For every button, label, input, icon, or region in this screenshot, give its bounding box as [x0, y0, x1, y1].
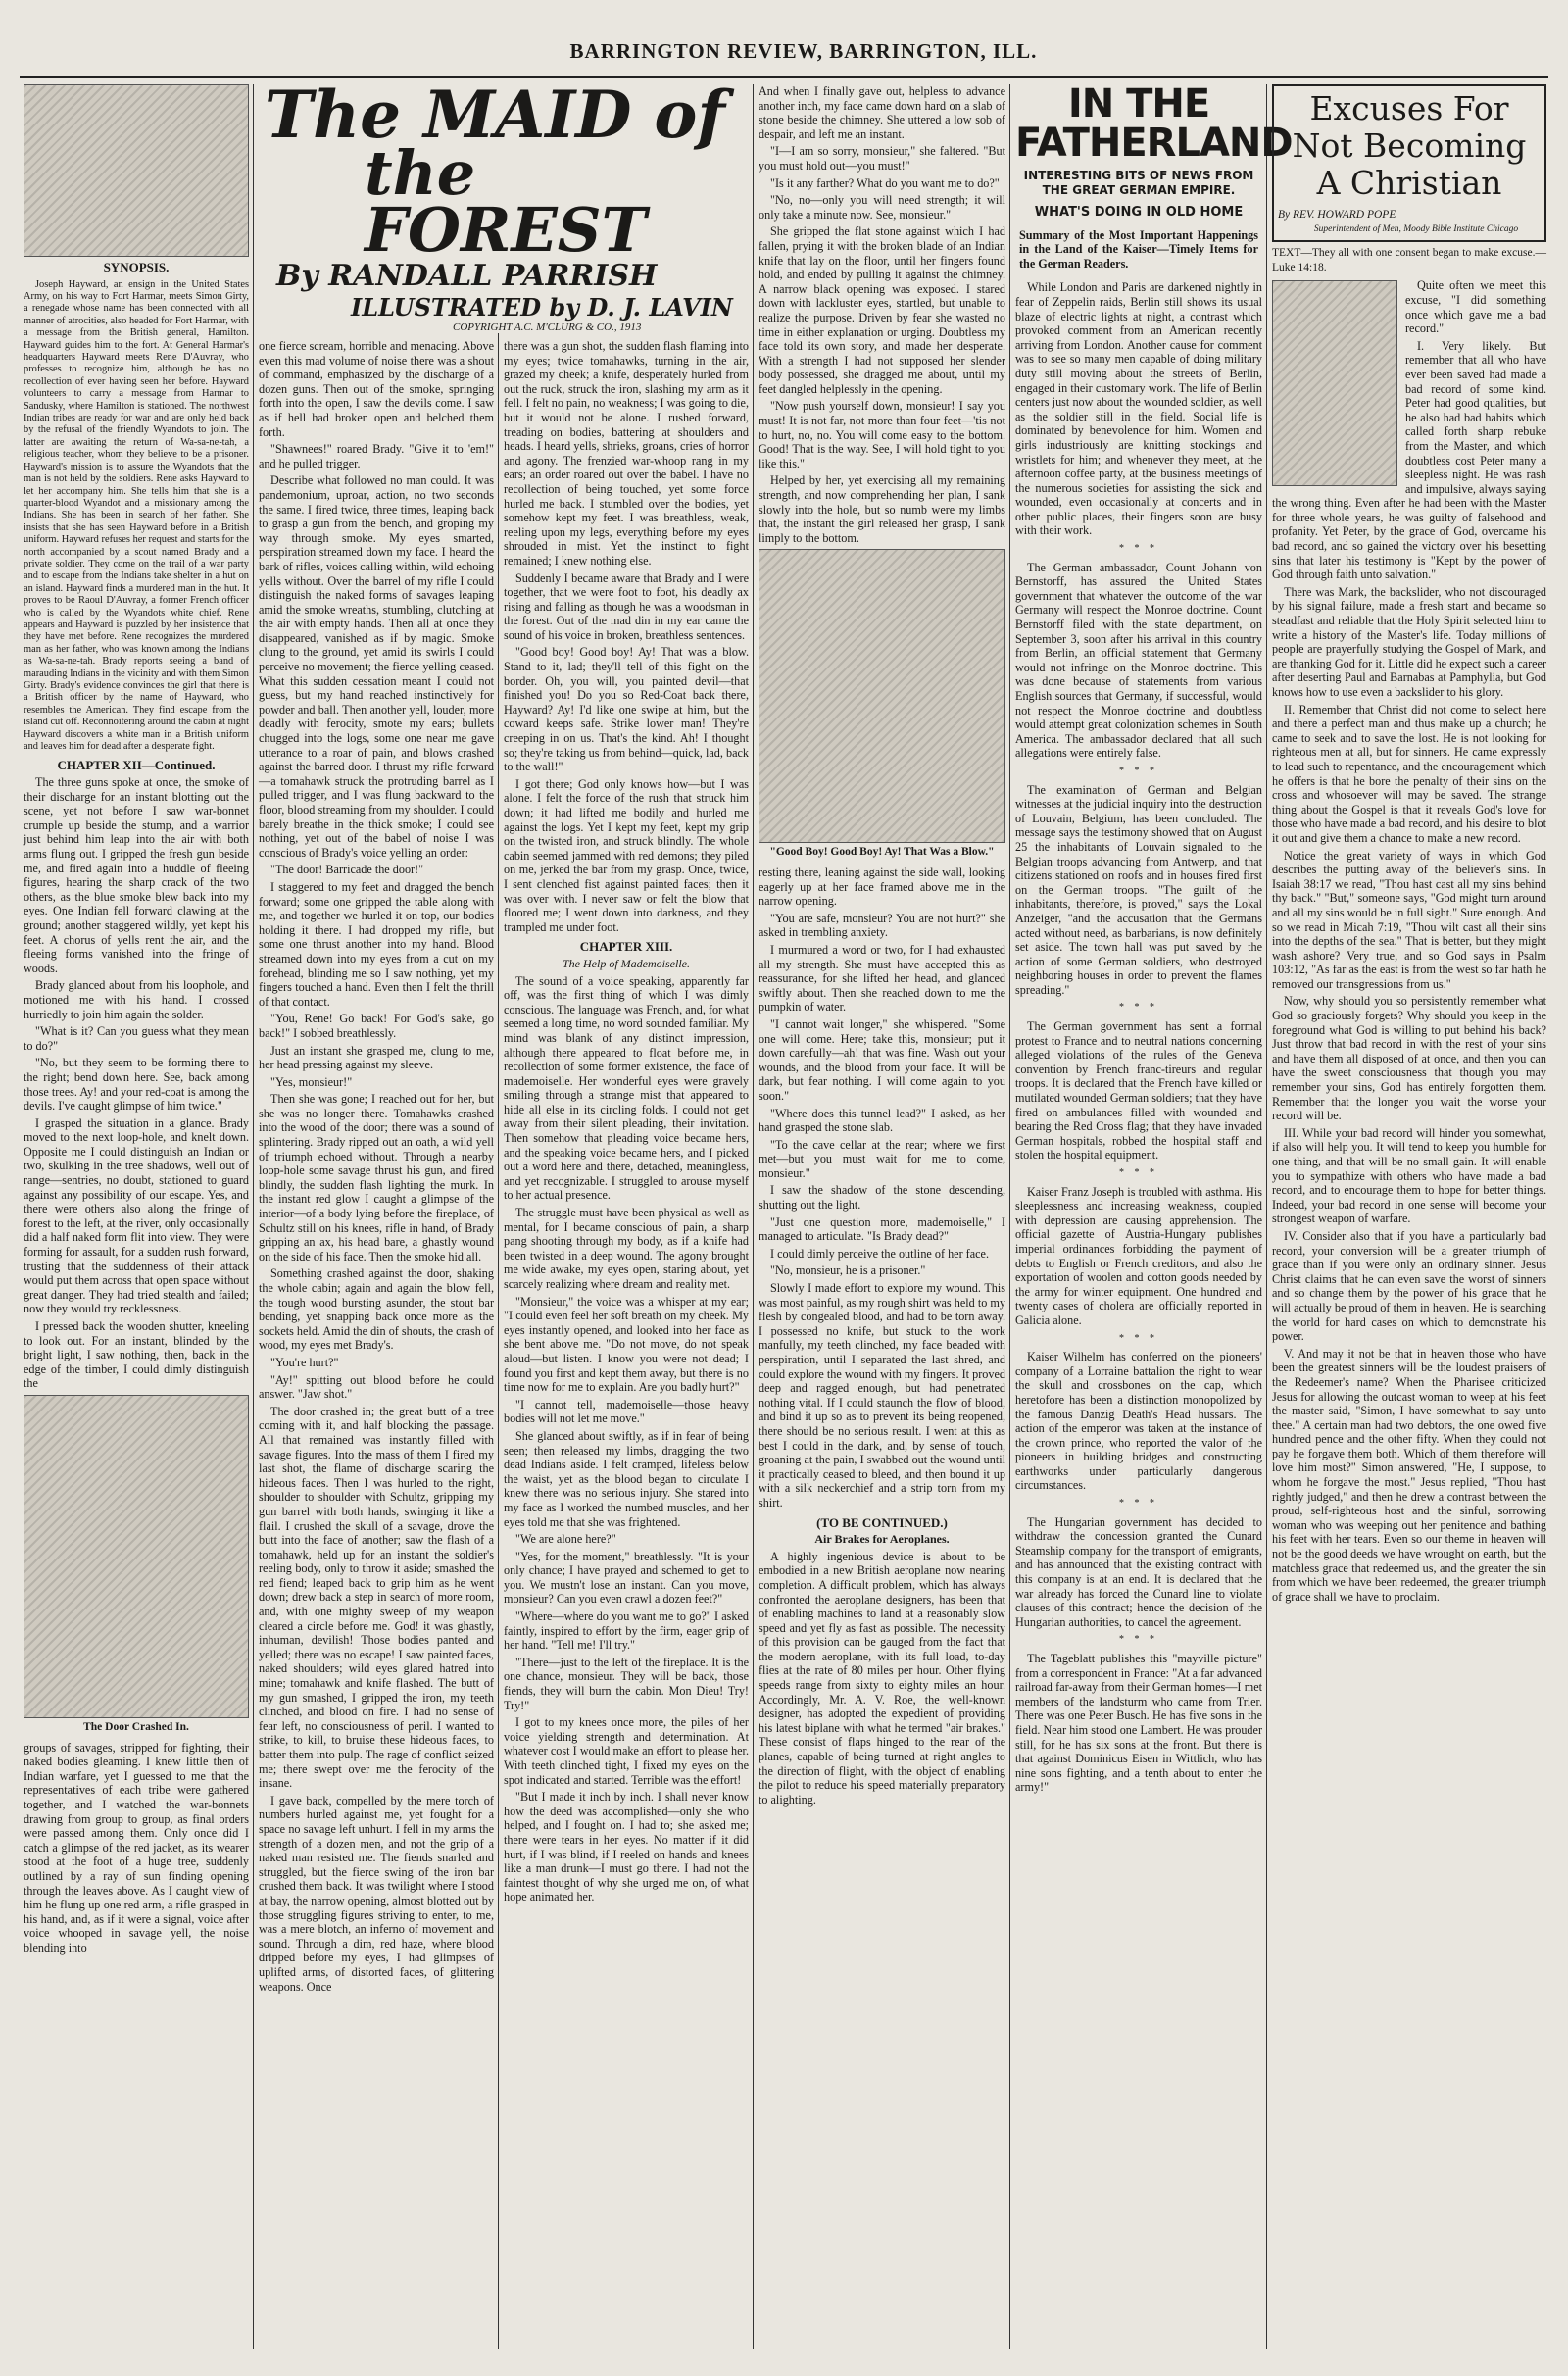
airbrakes-heading: Air Brakes for Aeroplanes. [814, 1532, 950, 1547]
story-column-2 [259, 339, 494, 2349]
story-column-4 [759, 84, 1005, 2349]
story-paragraph: "Ay!" spitting out blood before he could answer. "Jaw shot." [259, 1372, 494, 1402]
excuses-title: Excuses For Not Becoming A Christian [1292, 89, 1527, 202]
news-item: Kaiser Wilhelm has conferred on the pioneers' company of a Lorraine battalion the right to wear the skull and crossbones on the cap, which heretofore has been a distinction monopolized by the famous Danzig Death's Head hussars. The action of the emperor was taken at the instance of the crown prince, who reported the valor of the pioneers in building bridges and constructing earthworks under particularly dangerous circumstances. [1015, 1350, 1262, 1493]
column-divider [753, 84, 754, 2349]
door-crashed-illustration [24, 1395, 249, 1718]
maid-portrait-illustration [24, 84, 249, 257]
story-title-line2: the FOREST [365, 137, 647, 266]
excuses-header-box [1272, 84, 1546, 242]
sermon-paragraph: V. And may it not be that in heaven those who have been the greatest sinners will be the loudest praisers of the Redeemer's name? When the Pharisee criticized Jesus for allowing the outcast woman to weep at his feet the master said, "Simon, I have somewhat to say unto thee." A certain man had two debtors, the one owed five hundred pence and the other fifty. When they could not pay he forgave them both. Which of them therefore will love him most?" Simon answered, "He, I suppose, to whom he forgave the most." Jesus replied, "Thou hast rightly judged," and then he drew a contrast between the proud, self-righteous host and the sinful, sorrowing woman who was weeping out her penitence and bathing his feet with her tears. Even so our theme in heaven will not be the good deeds we have wrought on earth, but the matchless grace that redeemed us, and the greater the sin from which we have been redeemed, the greater triumph of grace shall we have to proclaim. [1272, 1346, 1546, 1604]
illustration-caption: The Door Crashed In. [83, 1720, 189, 1733]
story-paragraph: "I—I am so sorry, monsieur," she faltered. "But you must hold out—you must!" [759, 144, 1005, 173]
news-item: The Tageblatt publishes this "mayville picture" from a correspondent in France: "At a far advanced railroad far-away from their German homes—I met members of the landsturm who came from Trier. There was one Peter Busch. He has five sons in the field. Near him stood one Lambert. He was prouder still, for he has six sons at the front. But there is that against Dominicus Eisen in Wittlich, who has nine sons fighting, and a tenth about to enter the army!" [1015, 1652, 1262, 1795]
sermon-paragraph: IV. Consider also that if you have a particularly bad record, your conversion will be a greater triumph of grace than if you were only an ordinary sinner. Jesus Christ claims that he can even save the worst of sinners and so change them by the power of his grace that he will actually be proud of them in heaven. He is searching the world for hard cases on which to demonstrate his power. [1272, 1228, 1546, 1344]
column-divider [498, 333, 499, 2349]
synopsis-text: Joseph Hayward, an ensign in the United States Army, on his way to Fort Harmar, meets Simon Girty, a renegade whose name has been connected with all manner of atrocities, also headed for Fort Harmar, with a message from the British general, Hamilton. Hayward guides him to the fort. At General Harmar's headquarters Hayward meets Rene D'Auvray, who professes to recognize him, although he has no recollection of ever having seen her before. Hayward volunteers to carry a message from Harmar to Sandusky, where Hamilton is stationed. The northwest Indian tribes are ready for war and are only held back by the refusal of the friendly Wyandots to join. The latter are awaiting the return of Wa-sa-ne-tah, a religious teacher, whom they believe to be a prisoner. Hayward's mission is to assure the Wyandots that the man is not held by the soldiers. Rene asks Hayward to let her accompany him. She tells him that she is a quarter-blood Wyandot and a missionary among the Indians. She has been in search of her father. She insists that she has seen Hayward before in a British uniform. Hayward refuses her request and starts for the north accompanied by a scout named Brady and a private soldier. They come on the trail of a war party and to escape from the Indians take shelter in a hut on an island. Hayward finds a murdered man in the hut. It proves to be Raoul D'Auvray, a former French officer who is called by the Wyandots white chief. Rene appears and Hayward is puzzled by her insistence that they have met before. Rene recognizes the murdered man as her father, who was known among the Indians as Wa-sa-ne-tah. Brady reports seeing a band of marauding Indians in the vicinity and with them Simon Girty. Brady's evidence convinces the girl that there is a British officer by the name of Hayward, who resembles the American. They find escape from the island cut off. Reconnoitering around the cabin at night Hayward discovers a white man in a British uniform and leaves him for dead after a desperate fight. [24, 278, 249, 753]
fatherland-subtitle: INTERESTING BITS OF NEWS FROM THE GREAT GERMAN EMPIRE. [1023, 169, 1254, 197]
story-paragraph: Describe what followed no man could. It was pandemonium, uproar, action, no two seconds the same. I fired twice, three times, leaping back to grasp a gun from the bench, and groping my way through smoke. My eyes smarted, perspiration streamed down my face. I heard the bark of rifles, voices calling within, wild echoing yells without. Over the barrel of my rifle I could distinguish the naked forms of savages leaping amid the smoke wreaths, stumbling, clutching at the air with empty hands. Then all at once they disappeared, vanished as if by magic. Smoke clung to the ground, yet amid its swirls I could perceive no movement; the fierce yelling ceased. What this sudden cessation meant I could not guess, but my hand reached instinctively for powder and ball. Then another yell, louder, more deadly with ferocity, smote my ears; bullets chugged into the logs, some one near me gave utterance to a roar of pain, and blows crashed against the barred door. I thrust my rifle forward—a tomahawk struck the protruding barrel as I pulled trigger, and I was flung backward to the floor, blood streaming from my shoulder. I could barely breathe in the thick smoke; I could see nothing, yet out of the babel of noise I was conscious of Brady's voice yelling an order: [259, 473, 494, 860]
story-paragraph: "Good boy! Good boy! Ay! That was a blow. Stand to it, lad; they'll tell of this fight on the border. Oh, you will, you painted devil—that finished you! Do you so Red-Coat back there, Hayward? Ay! I'd like one swipe at him, but the coward keeps safe. Strike lower man! They're creeping in on us. That's the kind. Ah! I thought so; they're taking us from behind—quick, lad, back to the wall!" [504, 645, 749, 774]
sermon-paragraph: There was Mark, the backslider, who not discouraged by his signal failure, made a fresh start and became so steadfast and reliable that the Holy Spirit selected him to write a history of the Master's life. Today millions of people are prayerfully studying the Gospel of Mark, and are thanking God for it. Little did he expect such a career after deserting Paul and Barnabas at Pamphylia, but God knows how to use even a backslider to his glory. [1272, 584, 1546, 699]
story-illustrator: ILLUSTRATED by D. J. LAVIN [351, 293, 733, 322]
news-item: The examination of German and Belgian witnesses at the judicial inquiry into the destruction of Louvain, Belgium, has been concluded. The message says the testimony showed that on August 25 the inhabitants of Louvain signaled to the Belgian troops advancing from Antwerp, and that citizens stationed on roofs and in houses fired first on the German troops. "The guilt of the inhabitants, therefore, is proved," says the Lokal Anzeiger, "and the accusation that the Germans acted without need, as barbarians, is now definitely set aside. The town hall was put saved by the action of some German soldiers, who destroyed neighboring houses in order to prevent the flames spreading." [1015, 782, 1262, 997]
story-paragraph: one fierce scream, horrible and menacing. Above even this mad volume of noise there was a shout of command, emphasized by the discharge of a dozen guns. Then out of the smoke, springing forth into the open, I saw the devils come. I saw as if hell had broken open and belched them forth. [259, 339, 494, 439]
fatherland-subheading: WHAT'S DOING IN OLD HOME [1034, 205, 1244, 220]
excuses-column [1272, 84, 1546, 2349]
story-paragraph: groups of savages, stripped for fighting, their naked bodies gleaming. I knew little then of Indian warfare, yet I guessed to me that the representatives of each tribe were gathered together, and I watched the war-bonnets drawing from group to group, as final orders were passed among them. Only once did I catch a glimpse of the red jacket, as its wearer stood at the foot of a huge tree, suddenly outlined by a ray of sun finding opening through the leaves above. As I caught view of him he flung up one red arm, a rifle grasped in his hand, and, as if it were a signal, voice after voice whooped in savage yell, the noise blending into [24, 1740, 249, 1955]
separator: * * * [1119, 1167, 1158, 1178]
story-paragraph: "Yes, for the moment," breathlessly. "It is your only chance; I have prayed and schemed to get to you. We mustn't lose an instant. Can you move, monsieur? Can you even crawl a dozen feet?" [504, 1549, 749, 1607]
sermon-paragraph: Notice the great variety of ways in which God describes the putting away of the believer's sins. In Isaiah 38:17 we read, "Thou hast cast all my sins behind thy back." "But," someone says, "God might turn around and all my sins would be in full sight." Sure enough. And so we read in Micah 7:19, "Thou wilt cast all their sins into the depths of the sea." That is better, but they might wash ashore? Very true, and so God says in Psalm 103:12, "As far as the east is from the west so far hath he removed our transgressions from us." [1272, 848, 1546, 991]
story-paragraph: Helped by her, yet exercising all my remaining strength, and now comprehending her plan, I sank slowly into the hole, but so numb were my limbs that, the instant the girl released her grasp, I sank limply to the bottom. [759, 473, 1005, 545]
story-paragraph: "Just one question more, mademoiselle," I managed to articulate. "Is Brady dead?" [759, 1214, 1005, 1244]
fight-illustration [759, 549, 1005, 843]
excuses-byline: By REV. HOWARD POPE [1278, 209, 1396, 221]
author-portrait [1272, 280, 1397, 486]
news-item: The German government has sent a formal protest to France and to neutral nations concerning alleged violations of the rules of the Geneva convention by French franc-tireurs and regular troops. It is declared that the French have killed or mutilated wounded German soldiers; that they have fired on ambulances filled with wounded and bearing the Red Cross flag; that they have invaded German hospitals, robbed the hospital staff and stolen the hospital equipment. [1015, 1019, 1262, 1163]
separator: * * * [1119, 1332, 1158, 1344]
story-paragraph: "The door! Barricade the door!" [270, 863, 424, 877]
story-paragraph: "We are alone here?" [515, 1532, 616, 1547]
story-paragraph: "I cannot wait longer," she whispered. "Some one will come. Here; take this, monsieur; put it down carefully—ah! that was fine. Wash out your wounds, and the blood from your face. It will be dark, but fear nothing. I will come again to you soon." [759, 1016, 1005, 1103]
story-column-1 [24, 84, 249, 2349]
synopsis-heading: SYNOPSIS. [103, 260, 170, 274]
news-item: While London and Paris are darkened nightly in fear of Zeppelin raids, Berlin still shows its usual blaze of electric lights at night, a contrast which provoked comment from an American recently arriving from London. Another cause for comment was to see so many men capable of doing military duty still moving about the streets of Berlin, engaged in their customary work. The life of Berlin centers just now about the wounded soldier, as well as the soldier still in the field. Social life is dominated by benevolence for him. Women and girls industriously are knitting stockings and wristlets for him; and whenever they meet, at the afternoon coffee party, at the business meetings of the numerous societies for assisting the sick and wounded, even occasionally at concerts and in other public places, their fingers soon are busy with their work. [1015, 280, 1262, 538]
story-paragraph: "I cannot tell, mademoiselle—those heavy bodies will not let me move." [504, 1397, 749, 1426]
story-paragraph: Something crashed against the door, shaking the whole cabin; again and again the blow fell, the tough wood bursting asunder, the stout bar bending, yet snapping back once more as the sockets held. Amid the din of shouts, the crash of wood, my eyes met Brady's. [259, 1266, 494, 1353]
story-paragraph: The three guns spoke at once, the smoke of their discharge for an instant blotting out the scene, yet not before I saw war-bonnet crumple up beside the stump, and a warrior just behind him leap into the air with both arms flung out. I gripped the fresh gun beside me, and fired again into a huddle of fleeing figures, hearing the sharp crack of the two others, as the blue smoke blew back into my eyes. One Indian fell forward clawing at the ground; another staggered wildly, yet kept his feet. A chorus of yells rent the air, and the fleeing forms vanished into the fringe of woods. [24, 775, 249, 975]
separator: * * * [1119, 1634, 1158, 1646]
masthead-rule [20, 76, 1548, 78]
story-paragraph: The struggle must have been physical as well as mental, for I became conscious of pain, a sharp pang shooting through my body, as if a knife had been twisted in a deep wound. The agony brought me wide awake, my eyes open, staring about, yet scarcely realizing where dream and reality met. [504, 1206, 749, 1291]
story-column-3 [504, 339, 749, 2349]
story-paragraph: Just an instant she grasped me, clung to me, her head pressing against my sleeve. [259, 1043, 494, 1072]
chapter-13-heading: CHAPTER XIII. [579, 939, 673, 955]
story-paragraph: "Monsieur," the voice was a whisper at my ear; "I could even feel her soft breath on my cheek. My eyes instantly opened, and looked into her face as she bent above me. "Do not move, do not speak aloud—but listen. I know you were not dead; I found you first and kept them away, but there is no time now for me to explain. Are you badly hurt?" [504, 1294, 749, 1395]
news-item: Kaiser Franz Joseph is troubled with asthma. His sleeplessness and increasing weakness, coupled with depression are causing apprehension. The official gazette of Austria-Hungary publishes imperial ordinances forbidding the payment of debts to English or French creditors, and also the exportation of woolen and cotton goods needed by the army for winter equipment. One hundred and twenty cases of cholera are officially reported in Galicia alone. [1015, 1184, 1262, 1327]
story-paragraph: "There—just to the left of the fireplace. It is the one chance, monsieur. They will be back, those fiends, they will burn the cabin. Mon Dieu! Try! Try!" [504, 1655, 749, 1712]
separator: * * * [1119, 1498, 1158, 1510]
story-paragraph: "No, monsieur, he is a prisoner." [770, 1263, 926, 1278]
chapter-continued-heading: CHAPTER XII—Continued. [57, 758, 216, 773]
sermon-paragraph: Now, why should you so persistently remember what God so graciously forgets? Why should you keep in the foreground what God is willing to put behind his back? Just throw that bad record in with the rest of your sins and have them all disposed of at once, and then you can have the sweet consciousness that though you may remember your sins, God has entirely forgotten them. Remember that the longer you wait the worse your record will be. [1272, 994, 1546, 1123]
story-paragraph: Brady glanced about from his loophole, and motioned me with his hand. I crossed hurriedly to join him again the solder. [24, 978, 249, 1021]
story-paragraph: "What is it? Can you guess what they mean to do?" [24, 1024, 249, 1053]
sermon-paragraph: I. Very likely. But remember that all who have ever been saved had made a bad record of some kind. Peter had good qualities, but he also had bad habits which called forth sharp rebuke from the Master, and which doubtless cost Peter many a sleepless night. He was rash and impulsive, always saying the wrong thing. Even after he had been with the Master for three whole years, he was guilty of falsehood and profanity. Yet Peter, by the grace of God, overcame his bad record, and so gained the victory over his besetting sins that later his testimony is "Kept by the power of God through faith unto salvation." [1272, 338, 1546, 582]
excuses-text-verse: TEXT—They all with one consent began to make excuse.—Luke 14:18. [1272, 247, 1546, 273]
story-paragraph: I gave back, compelled by the mere torch of numbers hurled against me, yet fought for a space no savage left unhurt. I fell in my arms the strength of a dozen men, and not the grip of a naked man resisted me. The fiends snarled and struggled, but the fierce swing of the iron bar crushed them back. It was twilight where I stood at bay, the narrow opening, almost blotted out by those struggling figures striving to enter, to me, was a mere blotch, an inferno of movement and sound. Through a dim, red haze, where blood dripped before my eyes, I had glimpses of uplifted arms, of distorted faces, of glittering weapons. Once [259, 1793, 494, 1994]
news-item: The German ambassador, Count Johann von Bernstorff, has assured the United States government that whatever the outcome of the war Germany will respect the Monroe doctrine. Count Bernstorff filed with the state department, on September 3, soon after his arrival in this country from Berlin, an official statement that Germany would not infringe on the Monroe doctrine. This was done because of statements from various English sources that Germany, if successful, would not respect the Monroe doctrine and doubtless would attempt great colonization schemes in South America. The ambassador declared that all such allegations were entirely false. [1015, 560, 1262, 761]
story-paragraph: "Now push yourself down, monsieur! I say you must! It is not far, not more than four feet—'tis not to hurt, no, no. You will come easy to the bottom. Good! That is the way. See, I will hold tight to you like this." [759, 399, 1005, 470]
story-paragraph: I pressed back the wooden shutter, kneeling to look out. For an instant, blinded by the bright light, I saw nothing, then, back in the edge of the timber, I could dimly distinguish the [24, 1319, 249, 1391]
chapter-13-subtitle: The Help of Mademoiselle. [563, 956, 690, 970]
story-paragraph: "To the cave cellar at the rear; where we first met—but you must wait for me to come, monsieur." [759, 1137, 1005, 1180]
fatherland-title: IN THE FATHERLAND [1015, 81, 1293, 166]
story-paragraph: I could dimly perceive the outline of her face. [770, 1246, 990, 1261]
separator: * * * [1119, 765, 1158, 776]
story-title-block [257, 76, 749, 333]
story-paragraph: She glanced about swiftly, as if in fear of being seen; then released my limbs, dragging the two dead Indians aside. I felt cramped, lifeless below the waist, yet as the blood began to circulate I knew there was no serious injury. She stared into my face as I worked the numbed muscles, and her eyes told me that she was frightened. [504, 1428, 749, 1529]
story-paragraph: I grasped the situation in a glance. Brady moved to the next loop-hole, and knelt down. Opposite me I could distinguish an Indian or two, skulking in the tree shadows, well out of range—sentries, no doubt, stationed to guard against any possibility of our escape. Yes, and there were others also along the fringe of forest to the left, at the river, only occasionally did a half naked form flit into view. They were forming for assault, for a sudden rush forward, trusting that the suddenness of their attack would put them across that open space without great danger. They had tried stealth and failed; now they would try recklessness. [24, 1115, 249, 1316]
excuses-affiliation: Superintendent of Men, Moody Bible Institute Chicago [1313, 223, 1519, 234]
to-be-continued: (TO BE CONTINUED.) [816, 1514, 948, 1530]
column-divider [1266, 84, 1267, 2349]
story-paragraph: "Where does this tunnel lead?" I asked, as her hand grasped the stone slab. [759, 1106, 1005, 1135]
story-paragraph: "Shawnees!" roared Brady. "Give it to 'em!" and he pulled trigger. [259, 442, 494, 470]
illustration-caption: "Good Boy! Good Boy! Ay! That Was a Blow." [769, 846, 995, 859]
story-paragraph: "You, Rene! Go back! For God's sake, go back!" I sobbed breathlessly. [259, 1012, 494, 1040]
sermon-paragraph: Quite often we meet this excuse, "I did something once which gave me a bad record." [1405, 278, 1546, 336]
story-paragraph: And when I finally gave out, helpless to advance another inch, my face came down hard on a slab of stone beside the chimney. She uttered a low sob of despair, and left me an instant. [759, 84, 1005, 141]
separator: * * * [1119, 1002, 1158, 1014]
fatherland-summary: Summary of the Most Important Happenings in the Land of the Kaiser—Timely Items for the German Readers. [1019, 227, 1258, 271]
story-paragraph: there was a gun shot, the sudden flash flaming into my eyes; twice tomahawks, turning in the air, grazed my cheek; a knife, desperately hurled from out the ruck, struck the iron, slashing my arm as it fell. I felt no pain, no weakness; I was going to die, but it would not be alone. I rushed forward, treading on bodies, battering at shoulders and heads. I heard yells, shrieks, groans, cries of horror and agony. The frenzied war-whoop rang in my ears; an order roared out over the babel. I have no recollection of being touched, yet some force hurled me back. I stumbled over the bodies, yet somehow kept my feet. I was breathless, weak, reeling upon my legs, everything before my eyes shrouded in mist. Yet the instinct to fight remained; I knew nothing else. [504, 339, 749, 568]
story-paragraph: resting there, leaning against the side wall, looking eagerly up at her face framed above me in the narrow opening. [759, 866, 1005, 909]
story-paragraph: Then she was gone; I reached out for her, but she was no longer there. Tomahawks crashed into the wood of the door; there was a sound of splintering. Brady ripped out an oath, a wild yell of triumph echoed without. Through a nearby loop-hole some savage thrust his gun, and fired blindly, the sudden flash lighting the murk. In the instant red glow I caught a glimpse of the interior—of a body lying before the fireplace, of Schultz still on his knees, rifle in hand, of Brady gripping an ax, his head bare, a ghastly wound on the side of his face. Then the smoke hid all. [259, 1092, 494, 1263]
story-paragraph: I got to my knees once more, the piles of her voice yielding strength and determination. At whatever cost I would make an effort to please her. With teeth clinched tight, I fixed my eyes on the spot indicated and started. Terrible was the effort! [504, 1715, 749, 1787]
story-paragraph: "Yes, monsieur!" [270, 1074, 353, 1089]
story-paragraph: "No, but they seem to be forming there to the right; bend down here. See, back among those trees. Ay! and your red-coat is among the devils. I've caught glimpse of him twice." [24, 1056, 249, 1114]
story-paragraph: I saw the shadow of the stone descending, shutting out the light. [759, 1183, 1005, 1213]
story-paragraph: "You're hurt?" [270, 1355, 339, 1369]
airbrakes-text: A highly ingenious device is about to be embodied in a new British aeroplane now nearing completion. A difficult problem, which has always confronted the aeroplane designers, has been that of enabling machines to land at a reasonably slow speed and yet fly as fast as possible. The necessity of this provision can be gauged from the fact that the modern aeroplane, with its full load, to-day flies at the rate of 80 miles per hour. Other flying speeds range from sixty to eighty miles an hour. Accordingly, Mr. A. V. Roe, the well-known designer, has adopted the expedient of providing his latest biplane with what he termed "air brakes." These consist of flaps hinged to the rear of the planes, capable of being turned at right angles to the direction of flight, with the object of enabling the pilot to reduce his speed materially preparatory to alighting. [759, 1549, 1005, 1807]
story-paragraph: I staggered to my feet and dragged the bench forward; some one gripped the table along with me, and together we hurled it on top, our bodies holding it there. I had dropped my rifle, but some one thrust another into my hand. Blood streamed down into my eyes from a cut on my forehead, blinding me so I saw nothing, yet my fingers touched a hand. Even then I felt the thrill of that contact. [259, 879, 494, 1009]
story-paragraph: The sound of a voice speaking, apparently far off, was the first thing of which I was dimly conscious. The language was French, and, for what seemed a long time, no word sounded familiar. My mind was blank of any distinct impression, although there appeared to float before me, in recollection of some former existence, the face of mademoiselle. Her wonderful eyes were gravely smiling through a strange mist that appeared to hide all else in its circling folds. I could not get away from their silent pleading, their invitation. Then somehow that pleading voice became hers, and the speaking voice became hers, and I picked out a word here and there, detached, meaningless, and yet recognizable. I struggled to arouse myself to her actual presence. [504, 973, 749, 1203]
story-paragraph: I got there; God only knows how—but I was alone. I felt the force of the rush that struck him down; it had lifted me bodily and hurled me against the logs. Yet I kept my feet, kept my grip on the twisted iron, and struck blindly. The whole cabin seemed jammed with red demons; they piled on me, jerked the bar from my grasp. Once, twice, I sent clenched fist against painted faces; then it was over with. I never saw or felt the blow that floored me; I went down into darkness, and they trampled me under foot. [504, 776, 749, 934]
story-paragraph: "But I made it inch by inch. I shall never know how the deed was accomplished—only she who helped, and I fought on. I had to; she asked me; there were tears in her eyes. No matter if it did hurt, if I was blind, if I reeled on hands and knees like a man drunk—I must go there. I had not the faintest thought of why she urged me on, of what hope animated her. [504, 1790, 749, 1905]
story-paragraph: Slowly I made effort to explore my wound. This was most painful, as my rough shirt was held to my flesh by congealed blood, and had to be torn away. I possessed no knife, but stuck to the work manfully, my teeth clinched, my face beaded with perspiration, until I separated the last shred, and could explore the wound with my fingers. It proved deep and ragged enough, but had penetrated nothing vital. If I could staunch the flow of blood, and bind it up so as to prevent its being reopened, there should be no serious result. I went at this as best I could in the dark, and, by sense of touch, groaning at the pain, I swabbed out the wound until it practically ceased to bleed, and then bound it up with a silk neckerchief and a strip torn from my shirt. [759, 1281, 1005, 1510]
fatherland-column [1015, 81, 1293, 2349]
story-paragraph: "Where—where do you want me to go?" I asked faintly, inspired to effort by the firm, eager grip of her hand. "Tell me! I'll try." [504, 1609, 749, 1653]
news-item: The Hungarian government has decided to withdraw the concession granted the Cunard Steamship company for the transport of emigrants, and has announced that the existing contract with this company is at an end. It is declared that the war already has forced the Cunard line to violate clauses of this contract; hence the decision of the Hungarian authorities, to cancel the agreement. [1015, 1514, 1262, 1629]
story-paragraph: "Is it any farther? What do you want me to do?" [770, 175, 1000, 190]
sermon-paragraph: III. While your bad record will hinder you somewhat, if also will help you. It will tend to keep you humble for one thing, and that will be no small gain. It will enable you to sympathize with others who have made a bad record, and to encourage them to hope for better things. Indeed, your bad record in one sense will become your strongest weapon of warfare. [1272, 1125, 1546, 1226]
story-paragraph: "No, no—only you will need strength; it will only take a minute now. See, monsieur." [759, 193, 1005, 222]
sermon-paragraph: II. Remember that Christ did not come to select here and there a perfect man and thus make up a church; he came to seek and to save the lost. He is not looking for righteous men at all, but for sinners. He came expressly to lead such to repentance, and the encouragement which he offers is that he bore the penalty of their sins on the cross and whosoever will may be saved. The strange thing about the Gospel is that it reveals God's love for those who have made a bad record, and his desire to blot it out and give them a chance to make a new record. [1272, 702, 1546, 845]
column-divider [1009, 84, 1010, 2349]
story-paragraph: She gripped the flat stone against which I had fallen, prying it with the broken blade of an Indian knife that lay on the floor, until her fingers found hold, and ended by pulling it against the chimney. A narrow black opening was exposed. I stared down with lackluster eyes, startled, but unable to realize the purpose. Driven by fear she wasted no time in either explanation or urging. Doubtless my face told its own story, and made her desperate. With a strength I had not supposed her slender body possessed, she dragged me about, until my feet dangled helplessly in the opening. [759, 224, 1005, 396]
masthead: BARRINGTON REVIEW, BARRINGTON, ILL. [569, 39, 1038, 63]
story-paragraph: The door crashed in; the great butt of a tree coming with it, and half blocking the passage. All that remained was instantly filled with savage figures. Into the mass of them I fired my last shot, the flame of discharge scaring the hideous faces. Then I was hurled to the right, shoulder to shoulder with Schultz, gripping my gun barrel with both hands, swinging it like a flail. I crushed the skull of a savage, drove the butt into the face of another; saw the flash of a tomahawk, held up for an instant the soldier's reeling body, only to throw it aside; smashed the red fiend; leaped back to grip him as he went down; drew back a step in search of more room, and, with one mighty sweep of my weapon cleared a circle before me. God! it was ghastly, inhuman, devilish! Those bodies panted and yelled; there was no escape! I saw painted faces, naked shoulders; wild eyes glared hatred into mine; tomahawk and knife flashed. The butt of my gun smashed, I gripped the iron, my teeth clinched, and blood on fire. I had no sense of fear left, no consciousness of peril. I wanted to strike, to kill, to bruise these hideous faces, to batter them into pulp. The rage of conflict seized me; there swept over me the ferocity of the insane. [259, 1404, 494, 1791]
story-title-line1: The MAID of [265, 76, 725, 153]
story-paragraph: Suddenly I became aware that Brady and I were together, that we were foot to foot, his deadly ax rising and falling as though he was a woodsman in the forest. Out of the mad din in my ear came the sound of his voice in broken, breathless sentences. [504, 570, 749, 642]
separator: * * * [1119, 543, 1158, 555]
column-divider [253, 84, 254, 2349]
story-paragraph: "You are safe, monsieur? You are not hurt?" she asked in trembling anxiety. [759, 911, 1005, 940]
story-copyright: COPYRIGHT A.C. M'CLURG & CO., 1913 [453, 322, 642, 333]
story-author: By RANDALL PARRISH [276, 259, 658, 293]
story-paragraph: I murmured a word or two, for I had exhausted all my strength. She must have accepted this as reassurance, for she lifted her head, and glanced swiftly about. Then she reached down to me the pumpkin of water. [759, 942, 1005, 1015]
